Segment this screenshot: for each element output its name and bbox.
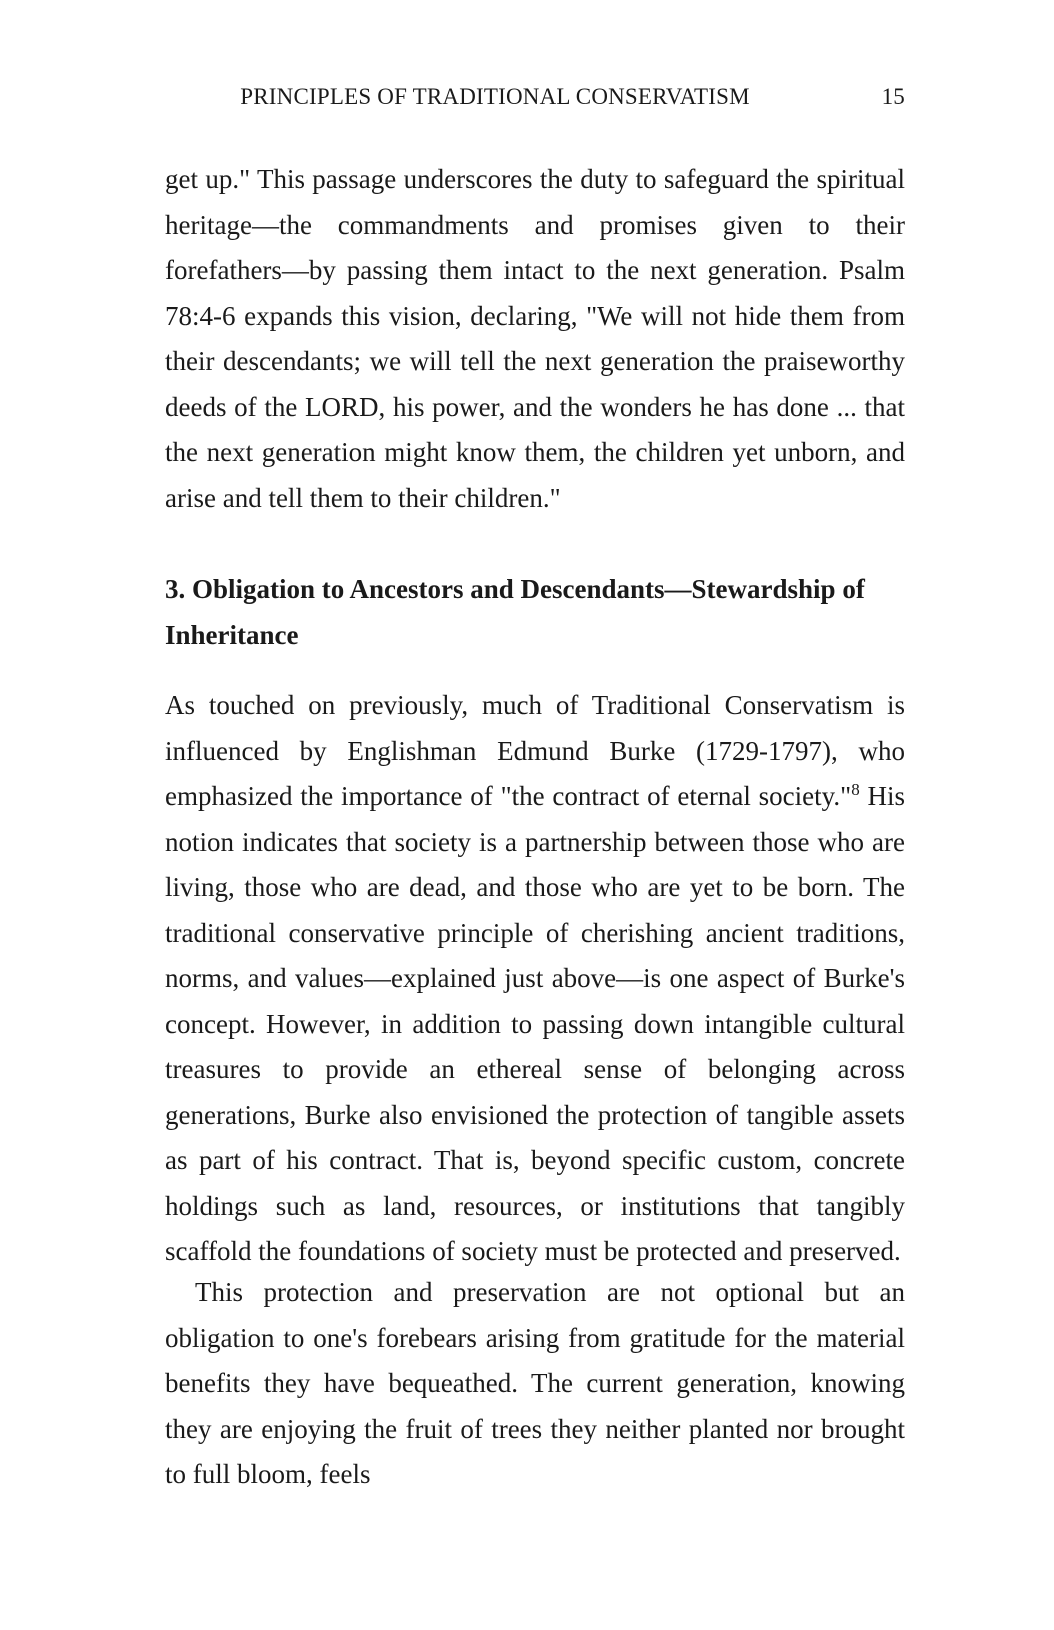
body-paragraph-3	[165, 1270, 905, 1498]
section-heading: 3. Obligation to Ancestors and Descendants—Stewardship of Inheritance	[165, 574, 865, 650]
running-head	[165, 84, 905, 114]
footnote-reference[interactable]: 8	[851, 780, 860, 799]
body-paragraph-2	[165, 683, 905, 1275]
running-title: PRINCIPLES OF TRADITIONAL CONSERVATISM	[240, 84, 750, 109]
paragraph-text	[165, 683, 905, 1275]
paragraph-text-part: As touched on previously, much of Traditional Conservatism is influenced by Englishman Edmund Burke (1729-1797), who emphasized the importance of "the contract of eternal society."	[165, 690, 905, 811]
paragraph-text: This protection and preservation are not optional but an obligation to one's forebears arising from gratitude for the material benefits they have bequeathed. The current generation, knowing they are enjoying the fruit of trees they neither planted nor brought to full bloom, feels	[165, 1277, 905, 1489]
paragraph-text-part: His notion indicates that society is a partnership between those who are living, those who are dead, and those who are yet to be born. The traditional conservative principle of cherishing ancient traditions, norms, and values—explained just above—is one aspect of Burke's concept. However, in addition to passing down intangible cultural treasures to provide an ethereal sense of belonging across generations, Burke also envisioned the protection of tangible assets as part of his contract. That is, beyond specific custom, concrete holdings such as land, resources, or institutions that tangibly scaffold the foundations of society must be protected and preserved.	[165, 781, 905, 1266]
body-paragraph-1	[165, 157, 905, 521]
paragraph-text: get up." This passage underscores the duty to safeguard the spiritual heritage—the commandments and promises given to their forefathers—by passing them intact to the next generation. Psalm 78:4-6 expands this vision, declaring, "We will not hide them from their descendants; we will tell the next generation the praiseworthy deeds of the LORD, his power, and the wonders he has done ... that the next generation might know them, the children yet unborn, and arise and tell them to their children."	[165, 164, 905, 513]
page-number: 15	[881, 84, 905, 109]
